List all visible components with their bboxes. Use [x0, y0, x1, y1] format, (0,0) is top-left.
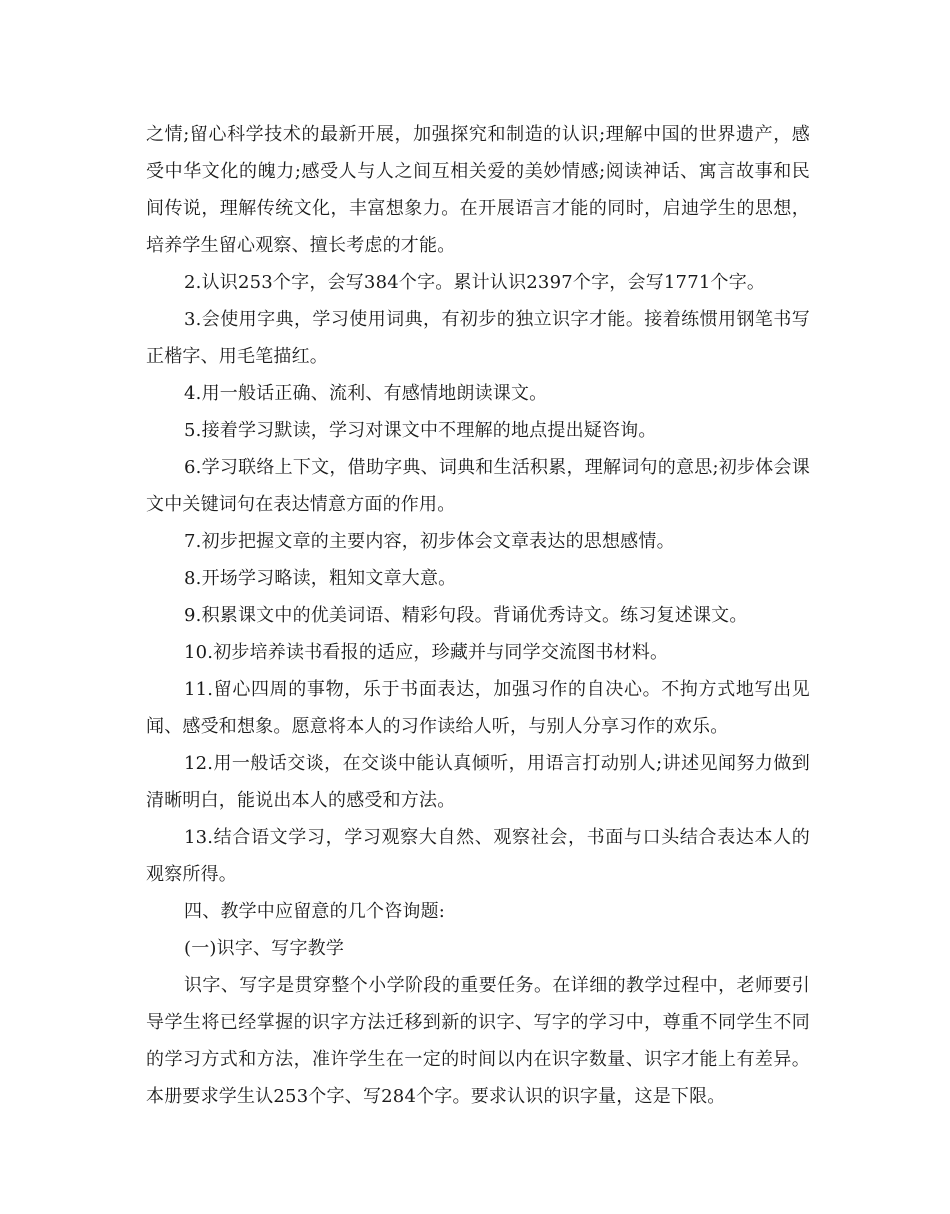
paragraph-item-6: 6.学习联络上下文，借助字典、词典和生活积累，理解词句的意思;初步体会课文中关键词句在表达情意方面的作用。 — [146, 457, 810, 515]
paragraph-continuation: 之情;留心科学技术的最新开展，加强探究和制造的认识;理解中国的世界遗产，感受中华文化的魄力;感受人与人之间互相关爱的美妙情感;阅读神话、寓言故事和民间传说，理解传统文化，丰富想象力。在开展语言才能的同时，启迪学生的思想，培养学生留心观察、擅长考虑的才能。 — [146, 124, 810, 256]
paragraph-item-11: 11.留心四周的事物，乐于书面表达，加强习作的自决心。不拘方式地写出见闻、感受和想象。愿意将本人的习作读给人听，与别人分享习作的欢乐。 — [146, 679, 810, 737]
paragraph-item-9: 9.积累课文中的优美词语、精彩句段。背诵优秀诗文。练习复述课文。 — [184, 605, 748, 626]
subsection-heading: (一)识字、写字教学 — [184, 938, 345, 959]
paragraph-item-10: 10.初步培养读书看报的适应，珍藏并与同学交流图书材料。 — [184, 642, 669, 663]
paragraph-item-4: 4.用一般话正确、流利、有感情地朗读课文。 — [184, 383, 548, 404]
paragraph-item-3: 3.会使用字典，学习使用词典，有初步的独立识字才能。接着练惯用钢笔书写正楷字、用毛笔描红。 — [146, 309, 810, 367]
paragraph-body: 识字、写字是贯穿整个小学阶段的重要任务。在详细的教学过程中，老师要引导学生将已经掌握的识字方法迁移到新的识字、写字的学习中，尊重不同学生不同的学习方式和方法，准许学生在一定的时间以内在识字数量、识字才能上有差异。本册要求学生认253个字、写284个字。要求认识的识字量，这是下限。 — [146, 975, 810, 1107]
paragraph-item-13: 13.结合语文学习，学习观察大自然、观察社会，书面与口头结合表达本人的观察所得。 — [146, 827, 810, 885]
paragraph-item-12: 12.用一般话交谈，在交谈中能认真倾听，用语言打动别人;讲述见闻努力做到清晰明白，能说出本人的感受和方法。 — [146, 753, 810, 811]
paragraph-item-5: 5.接着学习默读，学习对课文中不理解的地点提出疑咨询。 — [184, 420, 657, 441]
paragraph-item-8: 8.开场学习略读，粗知文章大意。 — [184, 568, 457, 589]
document-body — [146, 116, 810, 1115]
paragraph-item-2: 2.认识253个字，会写384个字。累计认识2397个字，会写1771个字。 — [184, 272, 766, 293]
paragraph-item-7: 7.初步把握文章的主要内容，初步体会文章表达的思想感情。 — [184, 531, 675, 552]
section-heading: 四、教学中应留意的几个咨询题: — [184, 901, 446, 922]
